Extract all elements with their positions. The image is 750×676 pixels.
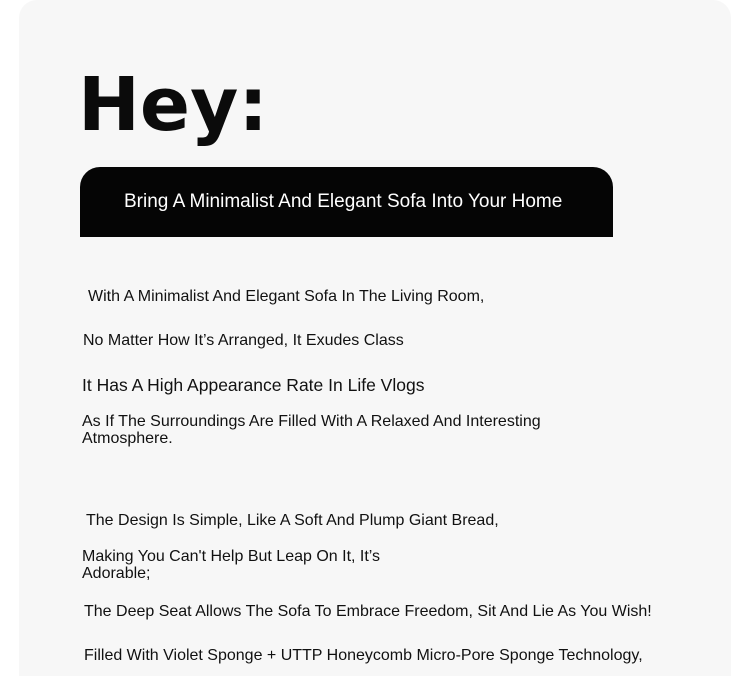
tagline-text: Bring A Minimalist And Elegant Sofa Into Your Home xyxy=(124,191,563,212)
greeting-heading: Hey: xyxy=(78,62,268,148)
description-line: With A Minimalist And Elegant Sofa In The Living Room, xyxy=(88,288,485,305)
description-line: The Design Is Simple, Like A Soft And Plump Giant Bread, xyxy=(86,512,499,529)
description-line: Making You Can't Help But Leap On It, It’s Adorable; xyxy=(82,548,381,582)
description-line: It Has A High Appearance Rate In Life Vlogs xyxy=(82,375,425,395)
tagline-banner xyxy=(80,167,613,237)
description-line: Filled With Violet Sponge + UTTP Honeycomb Micro-Pore Sponge Technology, xyxy=(84,647,643,664)
description-line: As If The Surroundings Are Filled With A Relaxed And Interesting Atmosphere. xyxy=(82,413,541,447)
description-line: No Matter How It’s Arranged, It Exudes Class xyxy=(83,332,404,349)
description-line: The Deep Seat Allows The Sofa To Embrace Freedom, Sit And Lie As You Wish! xyxy=(84,603,652,620)
